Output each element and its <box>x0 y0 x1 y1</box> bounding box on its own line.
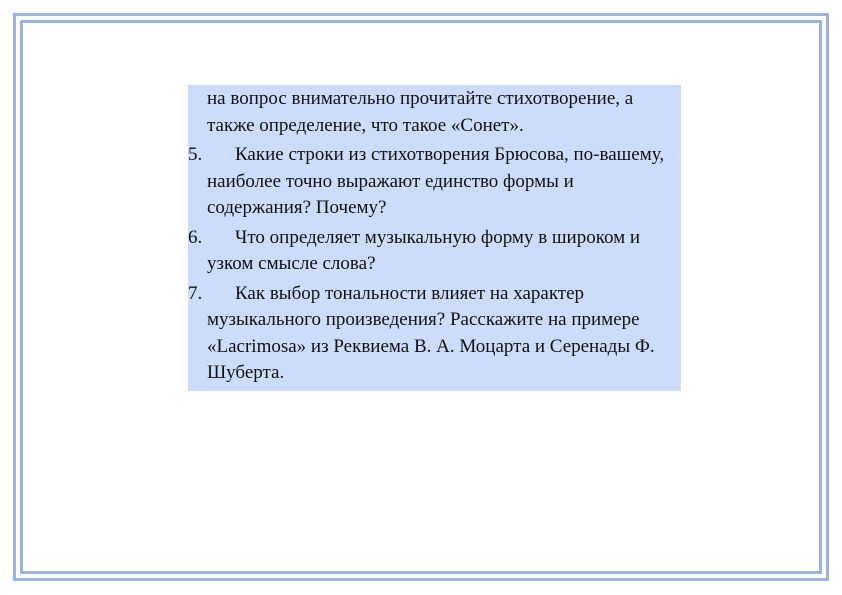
question-text: Какие строки из стихотворения Брюсова, по-вашему, наиболее точно выражают единство формы и содержания? Почему? <box>207 144 665 218</box>
question-item-7 <box>188 281 681 387</box>
question-number: 7. <box>188 282 203 304</box>
question-item-5 <box>188 142 681 222</box>
question-text: Что определяет музыкальную форму в широком и узком смысле слова? <box>207 226 641 274</box>
questions-text-block <box>188 85 681 391</box>
question-number: 6. <box>188 226 203 248</box>
question-item-6 <box>188 225 681 278</box>
question-number: 5. <box>188 144 203 165</box>
intro-paragraph: на вопрос внимательно прочитайте стихотворение, а также определение, что такое «Сонет». <box>207 88 634 136</box>
question-text: Как выбор тональности влияет на характер музыкального произведения? Расскажите на примере «Lacrimosa» из Реквиема В. А. Моцарта и Серенады Ф. Шуберта. <box>207 282 655 383</box>
